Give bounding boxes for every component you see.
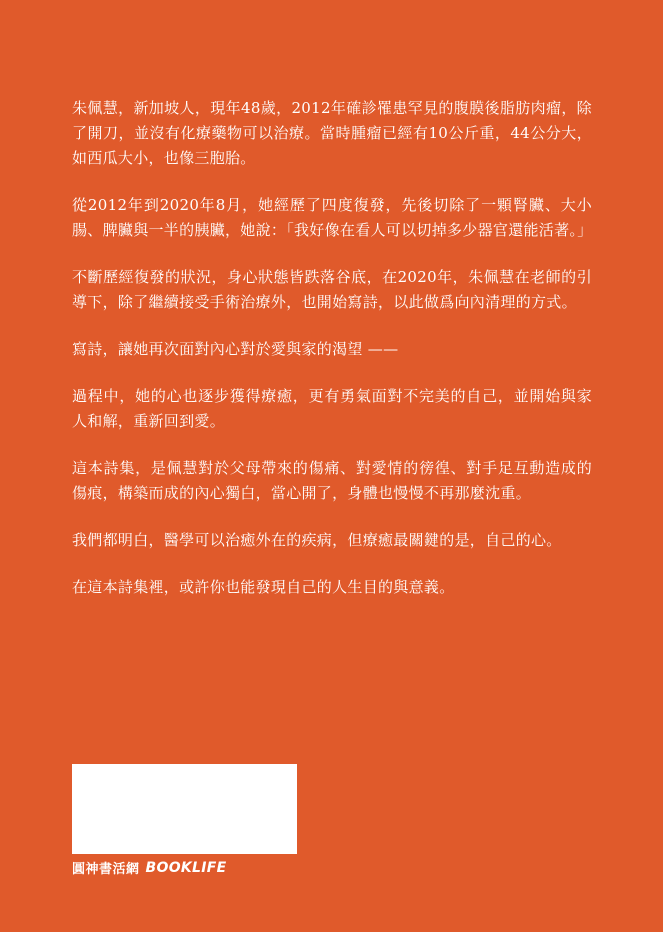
publisher-logo <box>72 858 227 877</box>
publisher-name-cn: 圓神書活網 <box>72 862 140 877</box>
barcode-area <box>72 764 297 854</box>
paragraph-6: 這本詩集，是佩慧對於父母帶來的傷痛、對愛情的徬徨、對手足互動造成的傷痕，構築而成的內心獨白，當心開了，身體也慢慢不再那麼沈重。 <box>72 459 592 502</box>
paragraph-4: 寫詩，讓她再次面對內心對於愛與家的渴望 —— <box>72 340 399 358</box>
paragraph-2: 從2012年到2020年8月，她經歷了四度復發，先後切除了一顆腎臟、大小腸、脾臟與一半的胰臟，她說：「我好像在看人可以切掉多少器官還能活著。」 <box>72 196 593 239</box>
paragraph-8: 在這本詩集裡，或許你也能發現自己的人生目的與意義。 <box>72 578 455 596</box>
back-cover-text <box>72 96 592 622</box>
paragraph-1: 朱佩慧，新加坡人，現年48歲，2012年確診罹患罕見的腹膜後脂肪肉瘤，除了開刀，並沒有化療藥物可以治療。當時腫瘤已經有10公斤重，44公分大，如西瓜大小，也像三胞胎。 <box>72 99 592 167</box>
paragraph-5: 過程中，她的心也逐步獲得療癒，更有勇氣面對不完美的自己，並開始與家人和解，重新回到愛。 <box>72 387 592 430</box>
paragraph-7: 我們都明白，醫學可以治癒外在的疾病，但療癒最關鍵的是，自己的心。 <box>72 531 562 549</box>
paragraph-3: 不斷歷經復發的狀況，身心狀態皆跌落谷底，在2020年，朱佩慧在老師的引導下，除了繼續接受手術治療外，也開始寫詩，以此做爲向內清理的方式。 <box>72 268 592 311</box>
publisher-name-en: BOOKLIFE <box>145 859 227 876</box>
